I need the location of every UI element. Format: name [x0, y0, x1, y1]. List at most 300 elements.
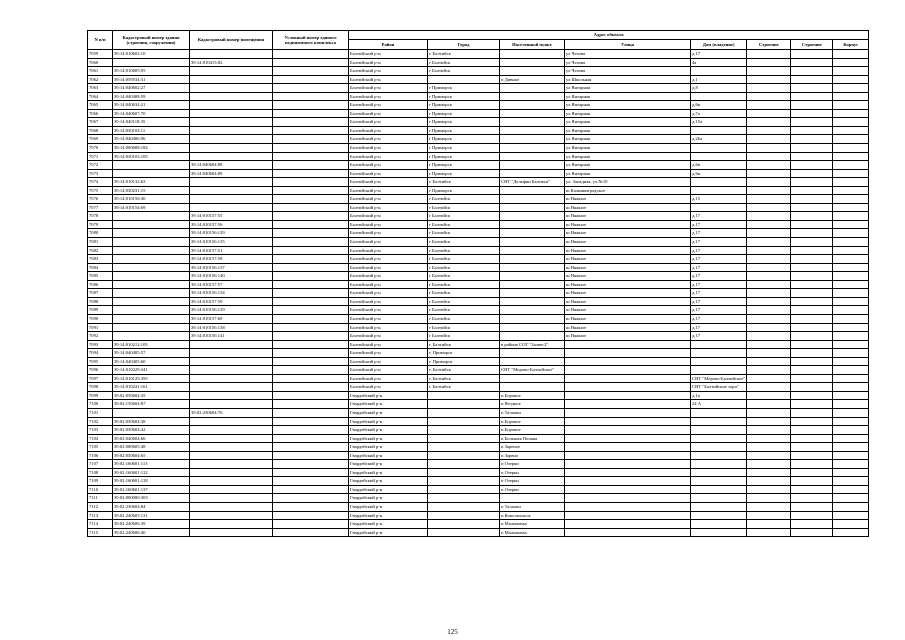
cell-n: 7085: [88, 272, 113, 281]
cell-house: [691, 408, 747, 417]
cell-building: [747, 314, 791, 323]
cell-street: [565, 349, 691, 358]
cell-cad-room: [190, 391, 273, 400]
cell-cad-room: 39:14:010157:58: [190, 255, 273, 264]
cell-structure: [791, 263, 833, 272]
cell-district: Балтийский р-н: [349, 289, 428, 298]
cell-n: 7095: [88, 357, 113, 366]
cell-cad-building: [113, 58, 190, 67]
cell-cond-number: [273, 366, 349, 375]
cell-structure: [791, 434, 833, 443]
cell-n: 7081: [88, 238, 113, 247]
cell-district: Гвардейский р-н: [349, 460, 428, 469]
cell-street: ул Янтарная: [565, 109, 691, 118]
table-row: [88, 152, 869, 161]
table-row: [88, 417, 869, 426]
cell-n: 7093: [88, 340, 113, 349]
cell-district: Балтийский р-н: [349, 109, 428, 118]
cell-district: Балтийский р-н: [349, 84, 428, 93]
cell-building: [747, 477, 791, 486]
cell-n: 7070: [88, 144, 113, 153]
cell-city: г Приморск: [428, 101, 500, 110]
cell-n: 7084: [88, 263, 113, 272]
cell-korpus: [833, 417, 869, 426]
cell-house: д.1а: [691, 391, 747, 400]
cell-house: д.17: [691, 50, 747, 59]
cell-city: г Приморск: [428, 186, 500, 195]
cell-cond-number: [273, 152, 349, 161]
cell-building: [747, 58, 791, 67]
cell-house: [691, 417, 747, 426]
cell-district: Балтийский р-н: [349, 135, 428, 144]
cell-settlement: [500, 314, 565, 323]
cell-house: [691, 203, 747, 212]
cell-korpus: [833, 366, 869, 375]
cell-cad-building: 39:14:010602:10: [113, 50, 190, 59]
cell-structure: [791, 417, 833, 426]
cell-settlement: п Озерки: [500, 460, 565, 469]
cell-settlement: [500, 289, 565, 298]
cell-cond-number: [273, 84, 349, 93]
cell-settlement: [500, 152, 565, 161]
cell-city: г Балтийск: [428, 212, 500, 221]
cell-settlement: в районе СОТ "Залив-2": [500, 340, 565, 349]
cell-house: 24 А: [691, 400, 747, 409]
cell-cad-building: 39:14:040406:96: [113, 135, 190, 144]
cell-district: Гвардейский р-н: [349, 426, 428, 435]
cell-city: [428, 468, 500, 477]
cell-cond-number: [273, 50, 349, 59]
cell-house: д.6в: [691, 169, 747, 178]
cell-street: ул Чехова: [565, 58, 691, 67]
cell-street: ш Няжное: [565, 195, 691, 204]
cell-settlement: [500, 349, 565, 358]
cell-korpus: [833, 374, 869, 383]
table-row: [88, 366, 869, 375]
cell-cad-room: [190, 135, 273, 144]
cell-street: [565, 460, 691, 469]
cell-city: [428, 434, 500, 443]
cell-cond-number: [273, 417, 349, 426]
cell-cad-building: [113, 255, 190, 264]
cell-settlement: [500, 263, 565, 272]
cell-city: г Приморск: [428, 118, 500, 127]
cell-cond-number: [273, 101, 349, 110]
cell-structure: [791, 520, 833, 529]
cell-settlement: [500, 144, 565, 153]
cell-city: [428, 460, 500, 469]
table-row: [88, 502, 869, 511]
cell-n: 7069: [88, 135, 113, 144]
cell-cad-room: [190, 451, 273, 460]
cell-settlement: п Зареное: [500, 443, 565, 452]
cell-house: д.26а: [691, 135, 747, 144]
cell-cond-number: [273, 391, 349, 400]
col-header-n: N п/п: [88, 31, 113, 50]
cell-structure: [791, 161, 833, 170]
cell-street: [565, 485, 691, 494]
cell-district: Балтийский р-н: [349, 357, 428, 366]
cell-n: 7112: [88, 502, 113, 511]
cell-cad-building: 39:02:050604:42: [113, 426, 190, 435]
cell-korpus: [833, 84, 869, 93]
cell-cond-number: [273, 306, 349, 315]
cell-cad-room: [190, 383, 273, 392]
cell-building: [747, 246, 791, 255]
cell-n: 7114: [88, 520, 113, 529]
table-row: [88, 92, 869, 101]
cell-n: 7065: [88, 101, 113, 110]
table-row: [88, 75, 869, 84]
cell-street: ш Няжное: [565, 255, 691, 264]
cell-settlement: [500, 229, 565, 238]
cell-n: 7104: [88, 434, 113, 443]
table-row: [88, 67, 869, 76]
cell-structure: [791, 169, 833, 178]
cell-building: [747, 144, 791, 153]
cell-cad-room: [190, 460, 273, 469]
cell-cad-room: 39:14:010156:129: [190, 306, 273, 315]
table-row: [88, 84, 869, 93]
cell-street: ш Няжное: [565, 220, 691, 229]
cell-korpus: [833, 528, 869, 537]
cell-korpus: [833, 161, 869, 170]
cell-street: [565, 528, 691, 537]
cell-district: Гвардейский р-н: [349, 391, 428, 400]
cell-street: ул Янтарная: [565, 84, 691, 93]
cell-cond-number: [273, 75, 349, 84]
table-row: [88, 383, 869, 392]
cell-cad-building: 39:14:000608:182: [113, 144, 190, 153]
cell-district: Гвардейский р-н: [349, 477, 428, 486]
cell-cond-number: [273, 349, 349, 358]
cell-korpus: [833, 195, 869, 204]
cell-cad-room: 39:14:010156:137: [190, 263, 273, 272]
cell-korpus: [833, 468, 869, 477]
cell-structure: [791, 135, 833, 144]
cell-structure: [791, 443, 833, 452]
cell-city: г Балтийск: [428, 263, 500, 272]
cell-n: 7072: [88, 161, 113, 170]
cell-structure: [791, 451, 833, 460]
cell-building: [747, 417, 791, 426]
cell-cond-number: [273, 460, 349, 469]
cell-structure: [791, 75, 833, 84]
cell-city: г Балтийск: [428, 229, 500, 238]
cell-district: Балтийский р-н: [349, 212, 428, 221]
cell-cad-room: 39:14:010157:60: [190, 314, 273, 323]
table-row: [88, 426, 869, 435]
cell-building: [747, 169, 791, 178]
cell-cad-room: [190, 426, 273, 435]
cell-settlement: п Большая Поляна: [500, 434, 565, 443]
cell-n: 7078: [88, 212, 113, 221]
cell-cad-building: [113, 306, 190, 315]
cell-building: [747, 400, 791, 409]
cell-n: 7098: [88, 383, 113, 392]
cell-korpus: [833, 511, 869, 520]
cell-korpus: [833, 109, 869, 118]
cell-house: д.17: [691, 272, 747, 281]
cell-street: ш Калининградское: [565, 186, 691, 195]
cell-city: г Балтийск: [428, 58, 500, 67]
cell-district: Балтийский р-н: [349, 306, 428, 315]
cell-korpus: [833, 349, 869, 358]
cell-korpus: [833, 238, 869, 247]
cell-building: [747, 212, 791, 221]
cell-korpus: [833, 212, 869, 221]
cell-settlement: п Малиновка: [500, 528, 565, 537]
cell-district: Балтийский р-н: [349, 178, 428, 187]
cell-street: [565, 502, 691, 511]
cell-n: 7109: [88, 477, 113, 486]
cell-cad-room: 39:02:230604:76: [190, 408, 273, 417]
cell-street: ул Янтарная: [565, 152, 691, 161]
cell-n: 7080: [88, 229, 113, 238]
cell-korpus: [833, 306, 869, 315]
cell-district: Балтийский р-н: [349, 374, 428, 383]
cell-city: [428, 511, 500, 520]
cell-cad-building: 39:02:160601:113: [113, 460, 190, 469]
col-header-cond-number: Условный номер единого недвижимого комплекса: [273, 31, 349, 50]
cell-n: 7106: [88, 451, 113, 460]
cell-cond-number: [273, 494, 349, 503]
cell-settlement: [500, 101, 565, 110]
cell-structure: [791, 366, 833, 375]
cell-house: [691, 67, 747, 76]
cell-settlement: п Талпаки: [500, 502, 565, 511]
table-row: [88, 485, 869, 494]
registry-table: [87, 30, 869, 537]
cell-building: [747, 92, 791, 101]
cell-cond-number: [273, 92, 349, 101]
cell-city: г Балтийск: [428, 195, 500, 204]
cell-structure: [791, 195, 833, 204]
cell-cad-room: 39:14:010156:141: [190, 332, 273, 341]
cell-settlement: СНТ "Дельфин Балтики": [500, 178, 565, 187]
cell-korpus: [833, 391, 869, 400]
cell-house: д.17: [691, 263, 747, 272]
cell-cad-room: 39:14:010157:56: [190, 220, 273, 229]
cell-korpus: [833, 246, 869, 255]
cell-settlement: [500, 357, 565, 366]
cell-cad-room: 39:14:010415:82: [190, 58, 273, 67]
cell-cond-number: [273, 400, 349, 409]
cell-cad-building: 39:14:010154:69: [113, 203, 190, 212]
cell-structure: [791, 144, 833, 153]
cell-city: [428, 528, 500, 537]
cell-structure: [791, 374, 833, 383]
cell-settlement: п Зарено: [500, 451, 565, 460]
cell-district: Балтийский р-н: [349, 101, 428, 110]
cell-cond-number: [273, 528, 349, 537]
cell-korpus: [833, 50, 869, 59]
cell-cad-room: 39:14:010157:51: [190, 246, 273, 255]
cell-n: 7094: [88, 349, 113, 358]
cell-cad-room: [190, 178, 273, 187]
cell-n: 7097: [88, 374, 113, 383]
cell-cad-room: [190, 186, 273, 195]
cell-korpus: [833, 443, 869, 452]
cell-building: [747, 511, 791, 520]
cell-district: Балтийский р-н: [349, 280, 428, 289]
cell-cond-number: [273, 67, 349, 76]
cell-cond-number: [273, 203, 349, 212]
cell-settlement: п Дивное: [500, 75, 565, 84]
cell-settlement: [500, 212, 565, 221]
cell-n: 7115: [88, 528, 113, 537]
table-row: [88, 374, 869, 383]
cell-structure: [791, 383, 833, 392]
cell-city: [428, 408, 500, 417]
cell-city: [428, 426, 500, 435]
cell-street: [565, 400, 691, 409]
cell-korpus: [833, 255, 869, 264]
cell-house: д.17: [691, 297, 747, 306]
cell-city: г Приморск: [428, 152, 500, 161]
cell-n: 7061: [88, 67, 113, 76]
cell-korpus: [833, 340, 869, 349]
cell-building: [747, 494, 791, 503]
cell-cad-building: 39:02:000000:303: [113, 494, 190, 503]
cell-settlement: [500, 67, 565, 76]
cell-house: [691, 443, 747, 452]
cell-building: [747, 502, 791, 511]
cell-street: [565, 417, 691, 426]
cell-settlement: [500, 238, 565, 247]
cell-cad-room: [190, 434, 273, 443]
cell-n: 7092: [88, 332, 113, 341]
cell-district: Балтийский р-н: [349, 118, 428, 127]
cell-cad-room: [190, 417, 273, 426]
cell-district: Балтийский р-н: [349, 263, 428, 272]
cell-house: 4а: [691, 58, 747, 67]
cell-building: [747, 101, 791, 110]
cell-district: Балтийский р-н: [349, 314, 428, 323]
cell-city: г. Балтийск: [428, 374, 500, 383]
cell-district: Балтийский р-н: [349, 186, 428, 195]
cell-cad-room: [190, 67, 273, 76]
table-row: [88, 229, 869, 238]
cell-cad-building: 39:02:150604:87: [113, 400, 190, 409]
cell-district: Балтийский р-н: [349, 161, 428, 170]
cell-cond-number: [273, 332, 349, 341]
cell-korpus: [833, 280, 869, 289]
table-row: [88, 451, 869, 460]
cell-n: 7062: [88, 75, 113, 84]
cell-korpus: [833, 126, 869, 135]
cell-structure: [791, 408, 833, 417]
cell-house: [691, 126, 747, 135]
table-row: [88, 332, 869, 341]
cell-cad-building: [113, 280, 190, 289]
cell-street: ул Чехова: [565, 67, 691, 76]
cell-house: [691, 340, 747, 349]
cell-district: Гвардейский р-н: [349, 511, 428, 520]
cell-korpus: [833, 426, 869, 435]
cell-district: Балтийский р-н: [349, 332, 428, 341]
table-row: [88, 340, 869, 349]
cell-city: [428, 485, 500, 494]
cell-korpus: [833, 314, 869, 323]
cell-korpus: [833, 332, 869, 341]
cell-cad-building: 39:14:030103:105: [113, 152, 190, 161]
cell-cad-building: 39:14:040408:59: [113, 92, 190, 101]
cell-cad-building: 39:02:050604:35: [113, 391, 190, 400]
cell-district: Балтийский р-н: [349, 255, 428, 264]
cell-building: [747, 383, 791, 392]
table-row: [88, 161, 869, 170]
cell-settlement: [500, 246, 565, 255]
cell-city: г. Балтийск: [428, 383, 500, 392]
cell-city: г Балтийск: [428, 280, 500, 289]
cell-cad-building: [113, 246, 190, 255]
cell-house: д.17: [691, 280, 747, 289]
cell-house: [691, 152, 747, 161]
cell-cad-room: [190, 118, 273, 127]
cell-cad-building: 39:02:230604:84: [113, 502, 190, 511]
cell-settlement: [500, 186, 565, 195]
cell-building: [747, 357, 791, 366]
cell-building: [747, 332, 791, 341]
cell-cad-room: [190, 92, 273, 101]
cell-building: [747, 434, 791, 443]
cell-korpus: [833, 400, 869, 409]
cell-city: г Балтийск: [428, 323, 500, 332]
cell-city: [428, 451, 500, 460]
cell-cad-building: [113, 238, 190, 247]
table-row: [88, 135, 869, 144]
cell-district: Балтийский р-н: [349, 272, 428, 281]
cell-settlement: п Озерки: [500, 468, 565, 477]
cell-korpus: [833, 357, 869, 366]
cell-cond-number: [273, 374, 349, 383]
cell-structure: [791, 289, 833, 298]
cell-settlement: [500, 58, 565, 67]
cell-settlement: [500, 161, 565, 170]
cell-cond-number: [273, 280, 349, 289]
cell-building: [747, 118, 791, 127]
cell-street: ул Чехова: [565, 50, 691, 59]
cell-korpus: [833, 485, 869, 494]
col-header-street: Улица: [565, 40, 691, 50]
cell-cond-number: [273, 144, 349, 153]
table-row: [88, 109, 869, 118]
cell-house: СНТ "Морово-Балтийское": [691, 374, 747, 383]
cell-n: 7107: [88, 460, 113, 469]
cell-structure: [791, 528, 833, 537]
col-header-address: Адрес объекта: [349, 31, 869, 40]
cell-n: 7059: [88, 50, 113, 59]
cell-structure: [791, 126, 833, 135]
cell-cad-building: 39:14:010132:63: [113, 178, 190, 187]
col-header-cad-room: Кадастровый номер помещения: [190, 31, 273, 50]
cell-cond-number: [273, 340, 349, 349]
cell-cad-building: 39:02:080605:48: [113, 443, 190, 452]
cell-cond-number: [273, 255, 349, 264]
cell-city: г Приморск: [428, 92, 500, 101]
cell-structure: [791, 314, 833, 323]
cell-street: ш Няжное: [565, 332, 691, 341]
cell-settlement: [500, 494, 565, 503]
cell-cad-room: [190, 511, 273, 520]
cell-district: Балтийский р-н: [349, 75, 428, 84]
cell-building: [747, 306, 791, 315]
cell-settlement: п Озерки: [500, 477, 565, 486]
cell-settlement: п Комсомольск: [500, 511, 565, 520]
cell-structure: [791, 101, 833, 110]
cell-n: 7100: [88, 400, 113, 409]
